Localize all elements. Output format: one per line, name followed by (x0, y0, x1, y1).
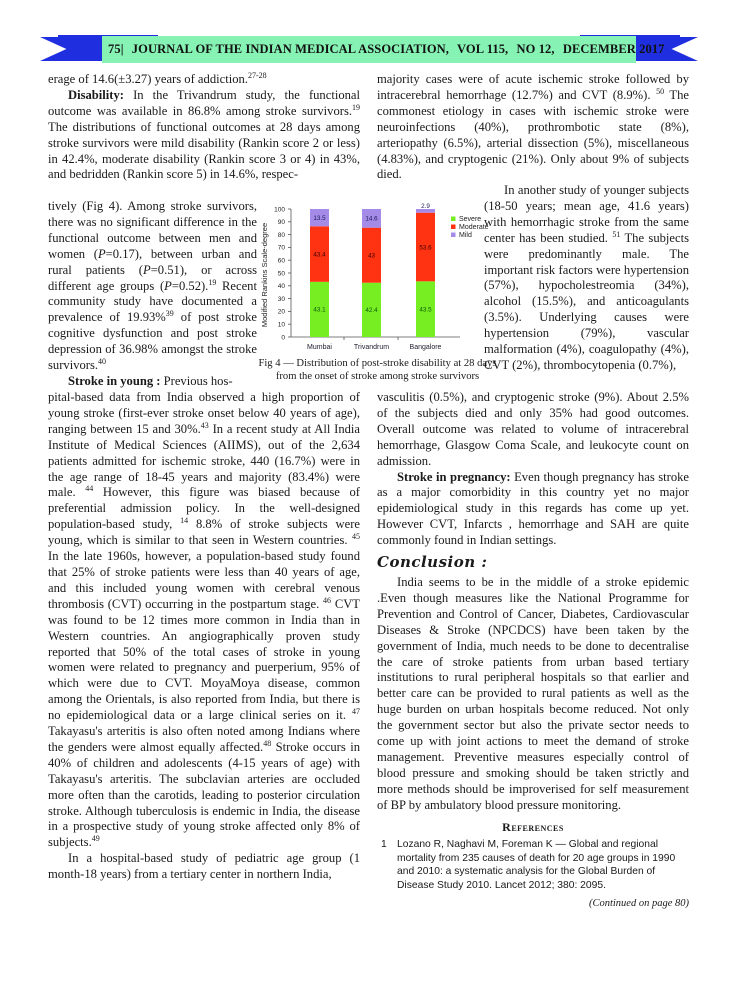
data-label: 43.5 (419, 306, 432, 314)
text: In the Trivandrum study, the functional outcome was available in 86.8% among stroke survivors. (48, 87, 360, 118)
text: erage of 14.6(±3.27) years of addiction. (48, 72, 248, 86)
reference-item (377, 838, 689, 892)
left-column-beside-figure (48, 199, 257, 390)
issue: NO 12, (516, 42, 555, 56)
running-header (108, 42, 670, 57)
citation: 49 (91, 834, 100, 844)
y-tick-label: 60 (277, 257, 285, 265)
legend-label: Mild (459, 232, 472, 239)
paragraph-addiction (48, 72, 360, 88)
right-column-beside-figure (484, 183, 689, 374)
paragraph-hemorrhagic (484, 183, 689, 374)
text: Takayasu's arteritis is also often noted among Indians where the genders were almost equally affected. (48, 724, 360, 754)
paragraph-hemorrhagic-cont: vasculitis (0.5%), and cryptogenic stroke (9%). About 2.5% of the subjects died and only 35% had good outcomes. Overall outcome was related to volume of intracerebral hemorrhage, Glasgow Coma Scale, and leukocyte count on admission. (377, 390, 689, 468)
reference-number: 1 (381, 839, 387, 851)
reference-text: Lozano R, Naghavi M, Foreman K — Global and regional mortality from 235 causes of death for 20 age groups in 1990 and 2010: a systematic analysis for the Global Burden of Disease Study 2010. Lancet 2012; 380: 2095. (397, 839, 676, 891)
citation: 44 (85, 484, 94, 494)
right-column-bottom (377, 390, 689, 912)
volume: VOL 115, (457, 42, 509, 56)
text: tively (Fig 4). Among stroke survivors, there was no significant difference in the functional outcome between men and women ( (48, 199, 257, 261)
text: Stroke occurs in 40% of children and adolescents (4-15 years of age) with Takayasu's arteritis. The subclavian arteries are occluded more often than the carotids, leading to posterior circulation stroke. Although tuberculosis is endemic in India, the disease in a prospective study of young stroke affected only 8% of subjects. (48, 739, 360, 850)
text: Previous hos- (160, 373, 233, 388)
citation: 50 (656, 86, 665, 96)
citation: 46 (323, 595, 332, 605)
citation: 39 (165, 309, 174, 319)
text: Recent community study have documented a prevalence of 19.93% (48, 278, 257, 325)
section-heading-conclusion: Conclusion : (377, 553, 488, 572)
y-tick-label: 90 (277, 219, 285, 227)
paragraph-pediatric-cont (377, 72, 689, 183)
x-tick-label: Mumbai (307, 344, 332, 351)
journal-header-banner (40, 33, 698, 67)
left-column-bottom (48, 390, 360, 883)
paragraph-conclusion: India seems to be in the middle of a stroke epidemic .Even though measures like the National Programme for Prevention and Control of Cancer, Diabetes, Cardiovascular Diseases & Stroke (NPCDCS) have been taken by the government of India, much needs to be done to decentralise the care of stroke patients from urban based tertiary institutions to rural peripheral hospitals so that earlier and better care can be provided to rural patients as well as the huge burden on urban hospitals become reduced. Not only the government sector but also the private sector needs to come up with joint actions to meet the demand of stroke management. Preventive measures especially control of blood pressure and smoking should be taken strictly and more methods should be improverised for self measurement of BP by ambulatory blood pressure monitoring. (377, 574, 689, 812)
text: =0.52). (171, 278, 209, 293)
text: =0.17), between urban and rural patients ( (48, 246, 257, 277)
y-tick-label: 0 (281, 334, 285, 342)
y-tick-label: 80 (277, 231, 285, 239)
text: majority cases were of acute ischemic stroke followed by intracerebral hemorrhage (12.7%) and CVT (8.9%). (377, 72, 689, 102)
data-label: 14.6 (365, 215, 378, 223)
y-axis-label: Modified Rankins Scale-degree (260, 222, 269, 328)
data-label: 43 (367, 252, 376, 260)
citation: 45 (352, 531, 360, 541)
continued-note: (Continued on page 80) (588, 898, 689, 910)
legend-swatch (451, 233, 456, 238)
y-tick-label: 10 (277, 321, 285, 329)
citation: 40 (98, 356, 107, 366)
y-tick-label: 20 (277, 308, 285, 316)
data-label: 43.1 (313, 306, 326, 314)
citation: 48 (263, 738, 272, 748)
x-tick-label: Bangalore (409, 344, 442, 351)
text: of post stroke cognitive dysfunction and post stroke depression of 36.98% amongst the stroke survivors. (48, 310, 257, 373)
y-tick-label: 40 (277, 283, 285, 291)
text: =0.51), or across different age groups ( (48, 262, 258, 293)
paragraph-disability-cont (48, 199, 257, 374)
text: In the late 1960s, however, a population-based study found that 25% of stroke patients were less than 40 years of age, and this included young women with cerebral venous thrombosis (CVT) occurring in the postpartum stage. (48, 549, 360, 611)
citation: 19 (352, 102, 360, 112)
figure-caption: Fig 4 — Distribution of post-stroke disability at 28 days from the onset of stroke among stroke survivors (258, 358, 497, 382)
p-value-label: P (143, 262, 151, 277)
journal-title: JOURNAL OF THE INDIAN MEDICAL ASSOCIATION, (131, 42, 450, 56)
citation: 51 (612, 229, 621, 239)
text: 8.8% of stroke subjects were young, which is similar to that seen in Western countries. (48, 517, 360, 548)
paragraph-young-start (48, 374, 257, 390)
legend-swatch (451, 225, 456, 230)
citation: 43 (200, 420, 209, 430)
y-tick-label: 50 (277, 270, 285, 278)
text: In a recent study at All India Institute of Medical Sciences (AIIMS), out of the 2,634 patients admitted for ischemic stroke, 440 (16.7%) were in the age range of 18-45 years and majority (83.4%) were male. (48, 421, 361, 500)
section-heading-disability: Disability: (68, 87, 124, 102)
legend-label: Severe (459, 216, 482, 223)
citation: 47 (352, 706, 360, 716)
right-column-top (377, 72, 689, 183)
text: However, this figure was biased because of preferential admission policy. In the well-designed population-based study, (48, 485, 360, 532)
y-tick-label: 100 (274, 206, 285, 214)
citation: 27-28 (247, 70, 267, 80)
text: The distributions of functional outcomes at 28 days among stroke survivors were mild disability (Rankin score 2 or less) in 42.4%, moderate disability (Rankin score 3 or 4) in 43%, and bedridden (Rankin score 5) in 14.6%, respec- (48, 119, 360, 182)
text: The commonest etiology in cases with ischemic stroke were neuroinfections (40%), prothrombotic state (8%), arteriopathy (6.5%), arterial dissection (5%), miscellaneous (4.83%), and cryptogenic (21%). Only about 9% of subjects died. (377, 87, 689, 182)
text: CVT was found to be 12 times more common in India than in Western countries. An angiographically proven study reported that 50% of the total cases of stroke in young women were related to pregnancy and puerperium, 95% of which were due to CVT. MoyaMoya disease, common among the Orientals, is also reported from India, but there is no epidemiological data or a large clinical series on it. (48, 596, 360, 723)
text: The subjects were predominantly male. The important risk factors were hypertension (57%), hypocholestreomia (34%), alcohol (15.5%), and anticoagulants (3.5%). Underlying causes were hypertension (79%), vascular malformation (4%), coagulopathy (4%), CVT (2%), thrombocytopenia (0.7%), (484, 230, 689, 372)
p-value-label: P (97, 246, 106, 261)
x-tick-label: Trivandrum (353, 344, 390, 351)
data-label: 2.9 (421, 203, 430, 210)
citation: 14 (180, 516, 189, 526)
legend-swatch (451, 217, 456, 222)
section-heading-young: Stroke in young : (68, 373, 161, 388)
paragraph-young (48, 390, 360, 851)
data-label: 43.4 (313, 251, 326, 259)
figure-4 (255, 200, 500, 390)
header-box (102, 36, 665, 63)
legend-label: Moderate (459, 224, 489, 231)
issue-date: DECEMBER 2017 (562, 42, 665, 56)
data-label: 53.6 (419, 244, 432, 252)
references-heading: References (502, 819, 564, 834)
paragraph-disability (48, 88, 360, 183)
y-tick-label: 30 (277, 295, 285, 303)
data-label: 13.5 (313, 214, 326, 222)
paragraph-pregnancy (377, 470, 689, 550)
x-axis-labels (307, 344, 442, 351)
left-column-top (48, 72, 360, 183)
p-value-label: P (164, 278, 172, 293)
text: pital-based data from India observed a high proportion of young stroke (first-ever stroke onset below 40 years of age), ranging between 15 and 30%. (48, 390, 360, 436)
y-tick-label: 70 (277, 244, 285, 252)
paragraph-pediatric: In a hospital-based study of pediatric age group (1 month-18 years) from a tertiary center in northern India, (48, 851, 360, 882)
section-heading-pregnancy: Stroke in pregnancy: (397, 469, 511, 484)
citation: 19 (208, 277, 217, 287)
text: In another study of younger subjects (18-50 years; mean age, 41.6 years) with hemorrhagic stroke from the same center has been studied. (484, 183, 689, 245)
page-number: 75| (108, 42, 124, 56)
stacked-bar-chart (255, 200, 500, 355)
chart-bars (310, 203, 435, 340)
data-label: 42.4 (365, 307, 378, 315)
text: Even though pregnancy has stroke as a major comorbidity in this country yet no major epidemiological study in this regards has come up yet. However CVT, Infarcts , hemorrhage and SAH are quite commonly found in Indian settings. (377, 469, 689, 548)
